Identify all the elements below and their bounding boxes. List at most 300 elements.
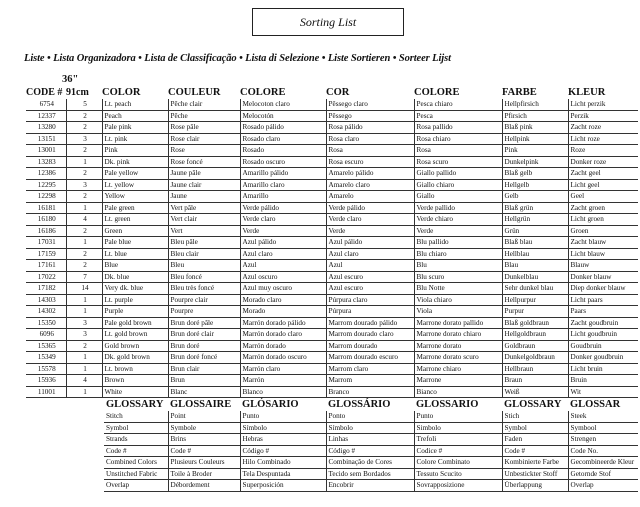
color-nl-cell: Donker roze xyxy=(568,156,638,168)
color-pt-cell: Marrom dourado escuro xyxy=(326,352,414,364)
glossary-table xyxy=(104,397,638,492)
glossary-cell: Symbol xyxy=(104,422,168,434)
strands-cell: 3 xyxy=(66,133,102,145)
color-fr-cell: Jaune xyxy=(168,191,240,203)
color-pt-cell: Pêssego claro xyxy=(326,99,414,110)
color-de-header: FARBE xyxy=(502,86,537,98)
code-cell: 13283 xyxy=(26,156,66,168)
color-en-cell: Lt. gold brown xyxy=(102,329,168,341)
code-cell: 12337 xyxy=(26,110,66,122)
code-cell: 17182 xyxy=(26,283,66,295)
code-cell: 14302 xyxy=(26,306,66,318)
table-row xyxy=(26,225,638,237)
color-it-cell: Marrone dorato xyxy=(414,340,502,352)
color-nl-cell: Blauw xyxy=(568,260,638,272)
glossary-cell: Combined Colors xyxy=(104,457,168,469)
glossary-row xyxy=(104,480,638,492)
table-row xyxy=(26,386,638,398)
color-fr-cell: Pourpre xyxy=(168,306,240,318)
glossary-cell: Code # xyxy=(168,445,240,457)
glossary-cell: Getornde Stof xyxy=(568,468,638,480)
code-cell: 12386 xyxy=(26,168,66,180)
color-fr-cell: Brun doré clair xyxy=(168,329,240,341)
color-de-cell: Blaß goldbraun xyxy=(502,317,568,329)
table-row xyxy=(26,156,638,168)
color-it-cell: Blu pallido xyxy=(414,237,502,249)
color-es-cell: Blanco xyxy=(240,386,326,398)
table-row xyxy=(26,214,638,226)
color-fr-header: COULEUR xyxy=(168,86,221,98)
glossary-header: GLOSSAR xyxy=(570,398,621,410)
strands-cell: 2 xyxy=(66,168,102,180)
color-es-cell: Marrón dorado claro xyxy=(240,329,326,341)
color-de-cell: Blaß blau xyxy=(502,237,568,249)
glossary-cell: Punto xyxy=(240,411,326,422)
code-cell: 15349 xyxy=(26,352,66,364)
color-nl-header: KLEUR xyxy=(568,86,606,98)
glossary-header: GLOSSARY xyxy=(504,398,562,410)
page-title: Sorting List xyxy=(299,14,357,29)
glossary-header: GLOSSARY xyxy=(106,398,164,410)
color-en-cell: Purple xyxy=(102,306,168,318)
color-it-cell: Giallo chiaro xyxy=(414,179,502,191)
color-pt-cell: Púrpura xyxy=(326,306,414,318)
glossary-cell: Überlappung xyxy=(502,480,568,492)
glossary-cell: Plusieurs Couleurs xyxy=(168,457,240,469)
glossary-cell: Simbolo xyxy=(414,422,502,434)
glossary-cell: Tecido sem Bordados xyxy=(326,468,414,480)
color-pt-cell: Marrom xyxy=(326,375,414,387)
color-en-cell: Dk. gold brown xyxy=(102,352,168,364)
glossary-cell: Gecombineerde Kleur xyxy=(568,457,638,469)
color-it-cell: Marrone dorato pallido xyxy=(414,317,502,329)
strands-cell: 2 xyxy=(66,248,102,260)
color-es-cell: Melocoton claro xyxy=(240,99,326,110)
glossary-row xyxy=(104,434,638,446)
color-de-cell: Dunkelgoldbraun xyxy=(502,352,568,364)
color-it-header: COLORE xyxy=(414,86,460,98)
table-row xyxy=(26,306,638,318)
color-en-cell: Lt. purple xyxy=(102,294,168,306)
color-es-cell: Azul oscuro xyxy=(240,271,326,283)
glossary-cell: Símbolo xyxy=(240,422,326,434)
strands-cell: 1 xyxy=(66,386,102,398)
color-pt-cell: Azul claro xyxy=(326,248,414,260)
color-pt-cell: Amarelo pálido xyxy=(326,168,414,180)
color-en-cell: Pale blue xyxy=(102,237,168,249)
color-de-cell: Pfirsich xyxy=(502,110,568,122)
color-pt-cell: Amarelo claro xyxy=(326,179,414,191)
glossary-cell: Trefoli xyxy=(414,434,502,446)
glossary-cell: Code # xyxy=(104,445,168,457)
color-pt-cell: Pêssego xyxy=(326,110,414,122)
color-de-cell: Dunkelpink xyxy=(502,156,568,168)
color-pt-header: COR xyxy=(326,86,350,98)
color-pt-cell: Verde xyxy=(326,225,414,237)
color-fr-cell: Rose foncé xyxy=(168,156,240,168)
strands-cell: 1 xyxy=(66,352,102,364)
strands-cell: 2 xyxy=(66,122,102,134)
color-it-cell: Rosa xyxy=(414,145,502,157)
color-es-cell: Marrón dorado oscuro xyxy=(240,352,326,364)
color-it-cell: Giallo xyxy=(414,191,502,203)
color-de-cell: Weiß xyxy=(502,386,568,398)
color-en-cell: Dk. pink xyxy=(102,156,168,168)
code-cell: 11001 xyxy=(26,386,66,398)
color-pt-cell: Azul xyxy=(326,260,414,272)
glossary-cell: Code # xyxy=(502,445,568,457)
color-en-cell: Lt. blue xyxy=(102,248,168,260)
color-nl-cell: Paars xyxy=(568,306,638,318)
color-fr-cell: Brun doré pâle xyxy=(168,317,240,329)
glossary-cell: Overlap xyxy=(568,480,638,492)
color-es-cell: Rosado xyxy=(240,145,326,157)
color-es-cell: Azul xyxy=(240,260,326,272)
color-nl-cell: Zacht blauw xyxy=(568,237,638,249)
table-row xyxy=(26,99,638,110)
glossary-cell: Unbestickter Stoff xyxy=(502,468,568,480)
color-it-cell: Blu Notte xyxy=(414,283,502,295)
glossary-cell: Hilo Combinado xyxy=(240,457,326,469)
color-nl-cell: Donker goudbruin xyxy=(568,352,638,364)
glossary-cell: Colore Combinato xyxy=(414,457,502,469)
title-box xyxy=(252,8,404,36)
color-fr-cell: Brun clair xyxy=(168,363,240,375)
table-row xyxy=(26,260,638,272)
table-row xyxy=(26,283,638,295)
color-de-cell: Braun xyxy=(502,375,568,387)
code-cell: 15350 xyxy=(26,317,66,329)
color-es-cell: Amarillo claro xyxy=(240,179,326,191)
glossary-cell: Strands xyxy=(104,434,168,446)
glossary-cell: Symbool xyxy=(568,422,638,434)
color-de-cell: Blaß gelb xyxy=(502,168,568,180)
color-pt-cell: Azul escuro xyxy=(326,283,414,295)
color-fr-cell: Blanc xyxy=(168,386,240,398)
code-cell: 13001 xyxy=(26,145,66,157)
color-nl-cell: Perzik xyxy=(568,110,638,122)
glossary-header: GLÓSARIO xyxy=(242,398,299,410)
color-it-cell: Marrone chiaro xyxy=(414,363,502,375)
color-fr-cell: Bleu xyxy=(168,260,240,272)
color-pt-cell: Azul escuro xyxy=(326,271,414,283)
code-cell: 15365 xyxy=(26,340,66,352)
color-de-cell: Hellpfirsich xyxy=(502,99,568,110)
strands-cell: 4 xyxy=(66,214,102,226)
color-nl-cell: Licht blauw xyxy=(568,248,638,260)
color-de-cell: Pink xyxy=(502,145,568,157)
glossary-header: GLOSSÁRIO xyxy=(328,398,391,410)
glossary-cell: Faden xyxy=(502,434,568,446)
glossary-cell: Linhas xyxy=(326,434,414,446)
color-fr-cell: Bleu clair xyxy=(168,248,240,260)
color-en-cell: Lt. pink xyxy=(102,133,168,145)
color-fr-cell: Brun xyxy=(168,375,240,387)
code-cell: 17031 xyxy=(26,237,66,249)
color-nl-cell: Geel xyxy=(568,191,638,203)
color-es-cell: Melocotón xyxy=(240,110,326,122)
color-fr-cell: Pêche clair xyxy=(168,99,240,110)
color-en-cell: Pink xyxy=(102,145,168,157)
glossary-header-row xyxy=(104,397,638,411)
color-es-cell: Rosado pálido xyxy=(240,122,326,134)
table-row xyxy=(26,237,638,249)
color-it-cell: Marrone xyxy=(414,375,502,387)
color-nl-cell: Licht roze xyxy=(568,133,638,145)
table-row xyxy=(26,202,638,214)
code-cell: 13280 xyxy=(26,122,66,134)
color-es-cell: Verde pálido xyxy=(240,202,326,214)
color-it-cell: Blu scuro xyxy=(414,271,502,283)
color-de-cell: Gelb xyxy=(502,191,568,203)
color-nl-cell: Bruin xyxy=(568,375,638,387)
color-nl-cell: Licht perzik xyxy=(568,99,638,110)
color-fr-cell: Brun doré xyxy=(168,340,240,352)
color-en-cell: Peach xyxy=(102,110,168,122)
code-cell: 16181 xyxy=(26,202,66,214)
color-en-cell: Gold brown xyxy=(102,340,168,352)
glossary-cell: Sovrapposizione xyxy=(414,480,502,492)
color-es-cell: Morado xyxy=(240,306,326,318)
color-es-cell: Azul muy oscuro xyxy=(240,283,326,295)
color-pt-cell: Rosa claro xyxy=(326,133,414,145)
code-cell: 12298 xyxy=(26,191,66,203)
color-nl-cell: Wit xyxy=(568,386,638,398)
color-fr-cell: Pêche xyxy=(168,110,240,122)
code-cell: 17022 xyxy=(26,271,66,283)
table-row xyxy=(26,248,638,260)
table-row xyxy=(26,110,638,122)
color-en-cell: Lt. brown xyxy=(102,363,168,375)
strands-cell: 1 xyxy=(66,294,102,306)
table-row xyxy=(26,271,638,283)
glossary-cell: Símbolo xyxy=(326,422,414,434)
color-it-cell: Giallo pallido xyxy=(414,168,502,180)
color-it-cell: Rosa scuro xyxy=(414,156,502,168)
glossary-row xyxy=(104,411,638,422)
color-nl-cell: Licht paars xyxy=(568,294,638,306)
color-it-cell: Bianco xyxy=(414,386,502,398)
color-de-cell: Goldbraun xyxy=(502,340,568,352)
glossary-header: GLOSSAIRE xyxy=(170,398,232,410)
color-fr-cell: Brun doré foncé xyxy=(168,352,240,364)
color-de-cell: Grün xyxy=(502,225,568,237)
strands-cell: 2 xyxy=(66,191,102,203)
code-cell: 15578 xyxy=(26,363,66,375)
strands-cell: 3 xyxy=(66,179,102,191)
strands-cell: 4 xyxy=(66,375,102,387)
color-es-cell: Marrón dorado xyxy=(240,340,326,352)
color-it-cell: Blu chiaro xyxy=(414,248,502,260)
color-en-cell: Blue xyxy=(102,260,168,272)
color-fr-cell: Vert xyxy=(168,225,240,237)
glossary-cell: Tessuto Scucito xyxy=(414,468,502,480)
color-fr-cell: Bleu très foncé xyxy=(168,283,240,295)
glossary-cell: Strengen xyxy=(568,434,638,446)
color-en-cell: Yellow xyxy=(102,191,168,203)
strands-cell: 7 xyxy=(66,271,102,283)
color-nl-cell: Zacht groen xyxy=(568,202,638,214)
strands-cell: 2 xyxy=(66,260,102,272)
color-de-cell: Hellgrün xyxy=(502,214,568,226)
color-de-cell: Hellblau xyxy=(502,248,568,260)
glossary-cell: Overlap xyxy=(104,480,168,492)
glossary-header: GLOSSARIO xyxy=(416,398,479,410)
table-row xyxy=(26,133,638,145)
color-es-cell: Marrón dorado pálido xyxy=(240,317,326,329)
color-de-cell: Blaß grün xyxy=(502,202,568,214)
color-de-cell: Blau xyxy=(502,260,568,272)
glossary-cell: Ponto xyxy=(326,411,414,422)
color-pt-cell: Marrom dourado pálido xyxy=(326,317,414,329)
color-de-cell: Hellbraun xyxy=(502,363,568,375)
glossary-row xyxy=(104,468,638,480)
strands-cell: 2 xyxy=(66,225,102,237)
glossary-cell: Stitch xyxy=(104,411,168,422)
color-fr-cell: Pourpre clair xyxy=(168,294,240,306)
glossary-cell: Débordement xyxy=(168,480,240,492)
strands-cell: 1 xyxy=(66,306,102,318)
color-en-cell: White xyxy=(102,386,168,398)
color-en-cell: Lt. yellow xyxy=(102,179,168,191)
glossary-cell: Brins xyxy=(168,434,240,446)
color-pt-cell: Rosa escuro xyxy=(326,156,414,168)
color-it-cell: Marrone dorato chiaro xyxy=(414,329,502,341)
color-de-cell: Sehr dunkel blau xyxy=(502,283,568,295)
color-it-cell: Verde chiaro xyxy=(414,214,502,226)
color-fr-cell: Rose pâle xyxy=(168,122,240,134)
table-row xyxy=(26,145,638,157)
color-fr-cell: Vert pâle xyxy=(168,202,240,214)
strands-cell: 1 xyxy=(66,156,102,168)
strands-cell: 5 xyxy=(66,99,102,110)
color-es-cell: Rosado oscuro xyxy=(240,156,326,168)
size-header-top: 36" xyxy=(62,74,79,85)
color-de-cell: Hellpurpur xyxy=(502,294,568,306)
color-de-cell: Purpur xyxy=(502,306,568,318)
color-en-cell: Pale pink xyxy=(102,122,168,134)
glossary-row xyxy=(104,445,638,457)
color-es-cell: Marrón xyxy=(240,375,326,387)
table-row xyxy=(26,352,638,364)
color-en-cell: Pale gold brown xyxy=(102,317,168,329)
color-es-cell: Marrón claro xyxy=(240,363,326,375)
color-it-cell: Marrone dorato scuro xyxy=(414,352,502,364)
color-en-cell: Lt. green xyxy=(102,214,168,226)
glossary-cell: Point xyxy=(168,411,240,422)
color-es-cell: Verde claro xyxy=(240,214,326,226)
color-nl-cell: Zacht geel xyxy=(568,168,638,180)
color-nl-cell: Licht groen xyxy=(568,214,638,226)
color-it-cell: Viola xyxy=(414,306,502,318)
color-nl-cell: Groen xyxy=(568,225,638,237)
color-es-cell: Azul claro xyxy=(240,248,326,260)
color-nl-cell: Zacht goudbruin xyxy=(568,317,638,329)
glossary-cell: Hebras xyxy=(240,434,326,446)
color-fr-cell: Rose xyxy=(168,145,240,157)
strands-cell: 1 xyxy=(66,202,102,214)
color-nl-cell: Diep donker blauw xyxy=(568,283,638,295)
table-row xyxy=(26,179,638,191)
glossary-cell: Código # xyxy=(326,445,414,457)
color-it-cell: Verde xyxy=(414,225,502,237)
color-nl-cell: Roze xyxy=(568,145,638,157)
table-row xyxy=(26,191,638,203)
color-fr-cell: Jaune pâle xyxy=(168,168,240,180)
table-row xyxy=(26,363,638,375)
glossary-cell: Codice # xyxy=(414,445,502,457)
color-de-cell: Blaß pink xyxy=(502,122,568,134)
color-nl-cell: Licht goudbruin xyxy=(568,329,638,341)
strands-cell: 3 xyxy=(66,317,102,329)
color-pt-cell: Branco xyxy=(326,386,414,398)
glossary-row xyxy=(104,457,638,469)
size-header: 91cm xyxy=(66,86,89,98)
strands-cell: 3 xyxy=(66,329,102,341)
color-de-cell: Hellgelb xyxy=(502,179,568,191)
glossary-row xyxy=(104,422,638,434)
color-pt-cell: Marrom dourado xyxy=(326,340,414,352)
color-en-cell: Pale green xyxy=(102,202,168,214)
strands-cell: 14 xyxy=(66,283,102,295)
glossary-cell: Symbole xyxy=(168,422,240,434)
color-es-cell: Rosado claro xyxy=(240,133,326,145)
table-row xyxy=(26,329,638,341)
glossary-cell: Code No. xyxy=(568,445,638,457)
color-en-cell: Brown xyxy=(102,375,168,387)
color-de-cell: Hellpink xyxy=(502,133,568,145)
color-es-cell: Morado claro xyxy=(240,294,326,306)
code-cell: 12295 xyxy=(26,179,66,191)
color-en-cell: Green xyxy=(102,225,168,237)
strands-cell: 2 xyxy=(66,340,102,352)
color-pt-cell: Púrpura claro xyxy=(326,294,414,306)
glossary-cell: Punto xyxy=(414,411,502,422)
subtitle: Liste • Lista Organizadora • Lista de Classificação • Lista di Selezione • Liste Sortieren • Sorteer Lijst xyxy=(24,53,451,64)
glossary-cell: Toile à Broder xyxy=(168,468,240,480)
code-cell: 15936 xyxy=(26,375,66,387)
color-pt-cell: Verde claro xyxy=(326,214,414,226)
code-header: CODE # xyxy=(26,86,63,98)
color-es-cell: Azul pálido xyxy=(240,237,326,249)
color-pt-cell: Rosa xyxy=(326,145,414,157)
color-it-cell: Blu xyxy=(414,260,502,272)
color-fr-cell: Jaune clair xyxy=(168,179,240,191)
color-pt-cell: Marrom claro xyxy=(326,363,414,375)
glossary-cell: Kombinierte Farbe xyxy=(502,457,568,469)
table-row xyxy=(26,122,638,134)
code-cell: 6754 xyxy=(26,99,66,110)
color-es-cell: Verde xyxy=(240,225,326,237)
code-cell: 13151 xyxy=(26,133,66,145)
color-pt-cell: Rosa pálido xyxy=(326,122,414,134)
glossary-cell: Tela Despuntada xyxy=(240,468,326,480)
color-it-cell: Viola chiaro xyxy=(414,294,502,306)
code-cell: 14303 xyxy=(26,294,66,306)
color-fr-cell: Rose clair xyxy=(168,133,240,145)
color-it-cell: Verde pallido xyxy=(414,202,502,214)
strands-cell: 1 xyxy=(66,237,102,249)
color-it-cell: Rosa chiaro xyxy=(414,133,502,145)
table-header-row xyxy=(26,85,638,99)
table-row xyxy=(26,294,638,306)
color-en-cell: Pale yellow xyxy=(102,168,168,180)
code-cell: 16180 xyxy=(26,214,66,226)
color-en-cell: Dk. blue xyxy=(102,271,168,283)
code-cell: 16186 xyxy=(26,225,66,237)
color-es-cell: Amarillo pálido xyxy=(240,168,326,180)
table-row xyxy=(26,168,638,180)
